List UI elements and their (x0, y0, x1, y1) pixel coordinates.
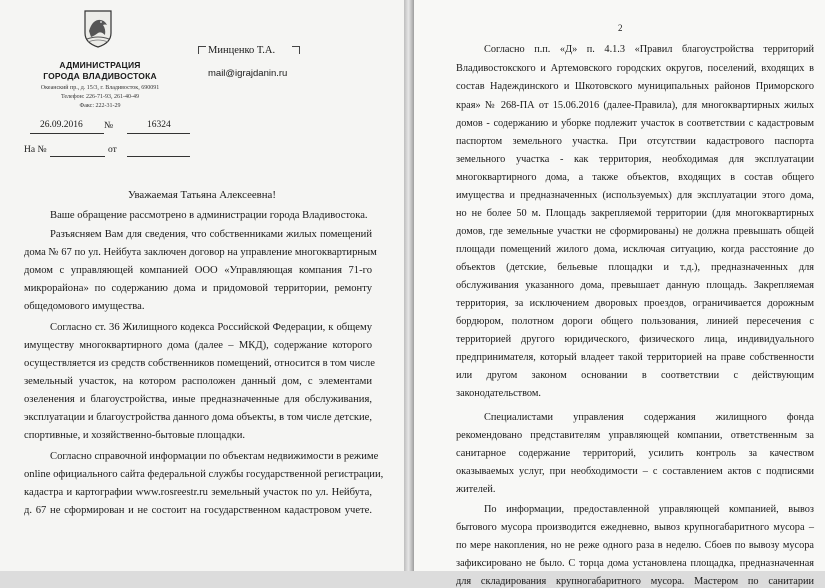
body-line: рекомендовано представителям управляющей компании, ответственным за (456, 430, 814, 441)
body-line: но не более 50 м. Площадь закрепляемой территории (для многоквартирных (456, 208, 814, 219)
body-line: Согласно п.п. «Д» п. 4.1.3 «Правил благоустройства территорий (484, 44, 814, 55)
body-line: По информации, предоставленной управляющей компанией, вывоз (484, 504, 814, 515)
org-name-line2: ГОРОДА ВЛАДИВОСТОКА (43, 71, 157, 81)
body-line: бордюром, полотном дороги общего пользования, линией пересечения с (456, 316, 814, 327)
body-line: объектов (детские, бельевые площадки и т.д.), предназначенных для (456, 262, 814, 273)
body-line: паспортом земельного участка. При отсутствии кадастрового паспорта (456, 136, 814, 147)
org-name-line1: АДМИНИСТРАЦИЯ (59, 60, 141, 70)
salutation: Уважаемая Татьяна Алексеевна! (128, 189, 276, 201)
body-line: или другом законом основании в соответствии с действующим (456, 370, 814, 381)
body-line: общедомового имущества. (24, 301, 145, 312)
body-line: территория, за исключением дворовых проездов, ограничивается дорожным (456, 298, 814, 309)
reference-number-label: На № (24, 145, 47, 155)
org-phone: Телефон: 226-71-93, 261-40-49 (60, 94, 140, 100)
body-line: санитарное содержание территорий, усилить контроль за качеством (456, 448, 814, 459)
body-line: Согласно ст. 36 Жилищного кодекса Российской Федерации, к общему (50, 322, 372, 333)
body-line: земельный участок, на котором расположен данный дом, с элементами (24, 376, 372, 387)
body-line: по мере накопления, но не реже одного раза в неделю. Сбоев по вывозу мусора (456, 540, 814, 551)
body-line: Специалистами управления содержания жилищного фонда (484, 412, 814, 423)
body-line: оказываемых услуг, при необходимости – с составлением актов с подписями (456, 466, 814, 477)
body-line: зафиксировано не было. С торца дома установлена площадка, предназначенная (456, 558, 814, 569)
body-line: кадастра и картографии www.rosreestr.ru земельный участок по ул. Нейбута, (24, 487, 372, 498)
body-line: территорией другого юридического, физического лица, индивидуального (456, 334, 814, 345)
body-line: домов, где земельные участки не сформированы) не должна превышать общей (456, 226, 814, 237)
outgoing-date: 26.09.2016 (40, 120, 83, 130)
body-line: Ваше обращение рассмотрено в администрации города Владивостока. (50, 210, 368, 221)
body-line: для складирования крупногабаритного мусора. Мастером по санитарии (456, 576, 814, 587)
outgoing-number: 16324 (147, 120, 171, 130)
org-fax: Факс: 222-31-29 (79, 103, 121, 109)
letter-page-1 (0, 0, 404, 571)
address-corner-mark-right (292, 46, 300, 54)
date-underline (30, 133, 104, 134)
addressee-name: Минценко Т.А. (208, 45, 276, 56)
body-line: осуществляется из средств собственников помещений, относится в том числе (24, 358, 375, 369)
body-line: микрорайона» по содержанию дома и придомовой территории, ремонту (24, 283, 372, 294)
body-line: состав Надеждинского и Шкотовского муниципальных районов Приморского (456, 81, 814, 92)
body-line: законодательством. (456, 388, 541, 399)
reference-number-blank (50, 156, 105, 157)
body-line: края» № 268-ПА от 15.06.2016 (далее-Правила), для многоквартирных жилых (456, 100, 814, 111)
body-line: Согласно справочной информации по объектам недвижимости в режиме (50, 451, 379, 462)
page-number: 2 (618, 23, 623, 33)
body-line: дома № 67 по ул. Нейбута заключен договор на управление многоквартирным (24, 247, 377, 258)
body-line: д. 67 не сформирован и не состоит на государственном кадастровом учете. (24, 505, 372, 516)
body-line: предпринимателя, который владеет такой территорией на праве собственности (456, 352, 814, 363)
body-line: имуществу многоквартирного дома (далее – МКД), содержание которого (24, 340, 372, 351)
body-line: бытового мусора производится ежедневно, вывоз крупногабаритного мусора – (456, 522, 814, 533)
address-corner-mark-left (198, 46, 206, 54)
body-line: домов - содержанию и уборке подлежит участок в соответствии с кадастровым (456, 118, 814, 129)
body-line: online официального сайта федеральной службы государственной регистрации, (24, 469, 384, 480)
body-line: Владивостокского и Артемовского городских округов, поселений, входящих в (456, 63, 814, 74)
body-line: спортивные, и хозяйственно-бытовые площадки. (24, 430, 246, 441)
outgoing-number-label: № (104, 121, 114, 131)
body-line: многоквартирного дома, а также объектов, входящих в состав общего (456, 172, 814, 183)
reference-date-label: от (108, 145, 117, 155)
coat-of-arms-emblem (83, 9, 113, 49)
body-line: жителей. (456, 484, 496, 495)
org-address: Океанский пр., д. 15/3, г. Владивосток, 690091 (40, 85, 160, 91)
addressee-email: mail@igrajdanin.ru (208, 68, 288, 79)
page-gutter (404, 0, 414, 571)
body-line: озеленения и благоустройства, иные предназначенные для обслуживания, (24, 394, 372, 405)
body-line: обслуживания указанного дома, превышает данную площадь. Закрепляемая (456, 280, 814, 291)
letter-page-2 (414, 0, 825, 587)
body-line: имущества и предназначенных (используемых) для эксплуатации этого дома, (456, 190, 814, 201)
body-line: Разъясняем Вам для сведения, что собственниками жилых помещений (50, 229, 372, 240)
body-line: земельного участка - как территория, необходимая для эксплуатации (456, 154, 814, 165)
reference-date-blank (127, 156, 190, 157)
body-line: домом с управляющей компанией ООО «Управляющая компания 71-го (24, 265, 372, 276)
body-line: эксплуатации и благоустройства данного дома объекты, в том числе детские, (24, 412, 372, 423)
number-underline (127, 133, 190, 134)
body-line: площади помещений жилого дома, исключая ситуацию, когда расстояние до (456, 244, 814, 255)
